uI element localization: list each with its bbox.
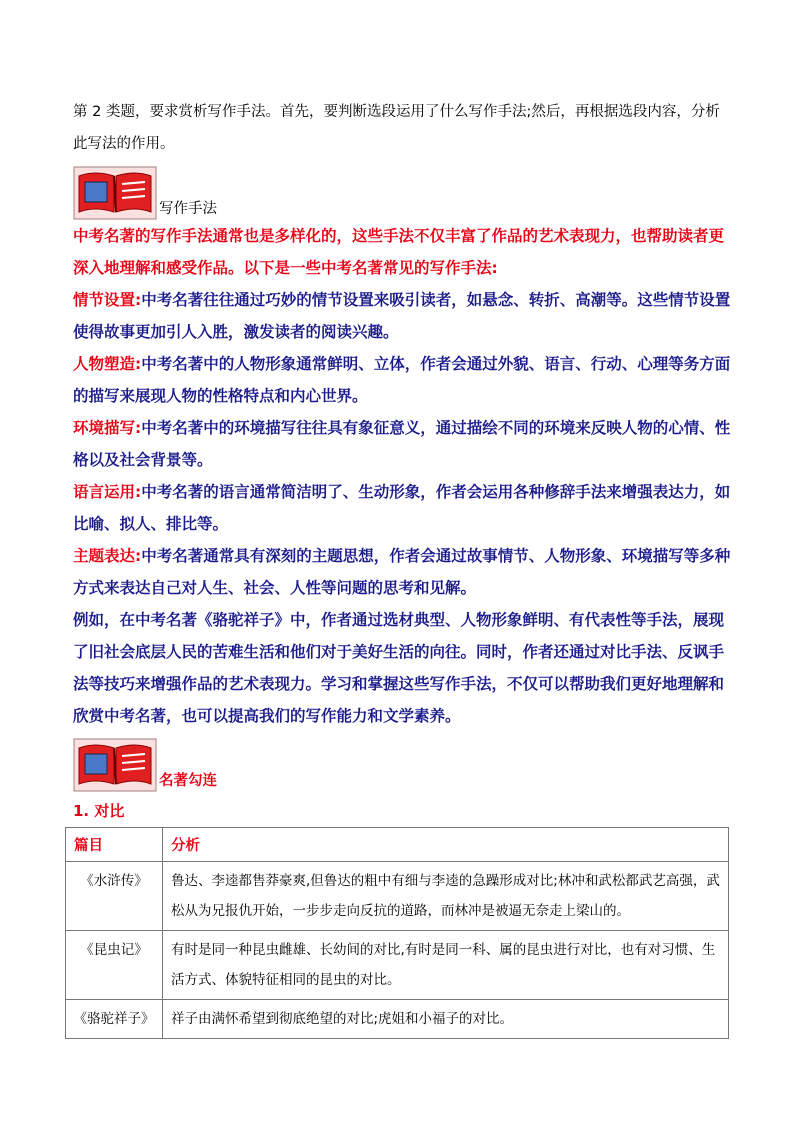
method-term: 人物塑造: bbox=[73, 355, 142, 373]
method-text: 中考名著的语言通常简洁明了、生动形象，作者会运用各种修辞手法来增强表达力，如比喻、拟人、排比等。 bbox=[73, 483, 731, 533]
method-text: 中考名著中的环境描写往往具有象征意义，通过描绘不同的环境来反映人物的心情、性格以及社会背景等。 bbox=[73, 419, 731, 469]
document-page bbox=[73, 96, 733, 1039]
method-text: 中考名著中的人物形象通常鲜明、立体，作者会通过外貌、语言、行动、心理等务方面的描写来展现人物的性格特点和内心世界。 bbox=[73, 355, 731, 405]
table-row bbox=[66, 1000, 729, 1039]
work-title-cell: 《骆驼祥子》 bbox=[66, 1000, 163, 1039]
analysis-cell: 鲁达、李逵都售莽豪爽,但鲁达的粗中有细与李逵的急躁形成对比;林冲和武松都武艺高强，武松从为兄报仇开始，一步步走向反抗的道路，而林冲是被逼无奈走上梁山的。 bbox=[163, 862, 729, 931]
section-heading-linked-works bbox=[73, 736, 733, 792]
analysis-cell: 有时是同一种昆虫雌雄、长幼间的对比,有时是同一科、属的昆虫进行对比，也有对习惯、生活方式、体貌特征相同的昆虫的对比。 bbox=[163, 931, 729, 1000]
section-heading-writing-methods bbox=[73, 164, 733, 220]
section-title: 写作手法 bbox=[159, 201, 217, 217]
analysis-cell: 祥子由满怀希望到彻底绝望的对比;虎姐和小福子的对比。 bbox=[163, 1000, 729, 1039]
table-row bbox=[66, 931, 729, 1000]
header-cell: 篇目 bbox=[66, 828, 163, 862]
method-item bbox=[73, 348, 733, 412]
method-term: 语言运用: bbox=[73, 483, 142, 501]
section-title: 名著勾连 bbox=[159, 773, 217, 789]
example-paragraph: 例如，在中考名著《骆驼祥子》中，作者通过选材典型、人物形象鲜明、有代表性等手法，展现了旧社会底层人民的苦难生活和他们对于美好生活的向往。同时，作者还通过对比手法、反讽手法等技巧来增强作品的艺术表现力。学习和掌握这些写作手法，不仅可以帮助我们更好地理解和欣赏中考名著，也可以提高我们的写作能力和文学素养。 bbox=[73, 611, 725, 725]
contrast-table bbox=[65, 827, 729, 1039]
method-text: 中考名著往往通过巧妙的情节设置来吸引读者，如悬念、转折、高潮等。这些情节设置使得故事更加引人入胜，激发读者的阅读兴趣。 bbox=[73, 291, 731, 341]
method-text: 中考名著通常具有深刻的主题思想，作者会通过故事情节、人物形象、环境描写等多种方式来表达自己对人生、社会、人性等问题的思考和见解。 bbox=[73, 547, 731, 597]
open-book-icon bbox=[73, 166, 157, 220]
header-cell: 分析 bbox=[163, 828, 729, 862]
work-title-cell: 《昆虫记》 bbox=[66, 931, 163, 1000]
method-item bbox=[73, 476, 733, 540]
open-book-icon bbox=[73, 738, 157, 792]
table-row bbox=[66, 862, 729, 931]
table-header-row bbox=[66, 828, 729, 862]
intro-paragraph: 第 2 类题，要求赏析写作手法。首先，要判断选段运用了什么写作手法;然后，再根据选段内容，分析此写法的作用。 bbox=[73, 104, 720, 152]
method-term: 环境描写: bbox=[73, 419, 142, 437]
work-title-cell: 《水浒传》 bbox=[66, 862, 163, 931]
lead-paragraph: 中考名著的写作手法通常也是多样化的，这些手法不仅丰富了作品的艺术表现力，也帮助读者更深入地理解和感受作品。以下是一些中考名著常见的写作手法: bbox=[73, 227, 725, 277]
method-term: 情节设置: bbox=[73, 291, 142, 309]
method-item bbox=[73, 412, 733, 476]
subheading-contrast: 1. 对比 bbox=[73, 802, 125, 820]
method-term: 主题表达: bbox=[73, 547, 142, 565]
method-item bbox=[73, 284, 733, 348]
method-item bbox=[73, 540, 733, 604]
